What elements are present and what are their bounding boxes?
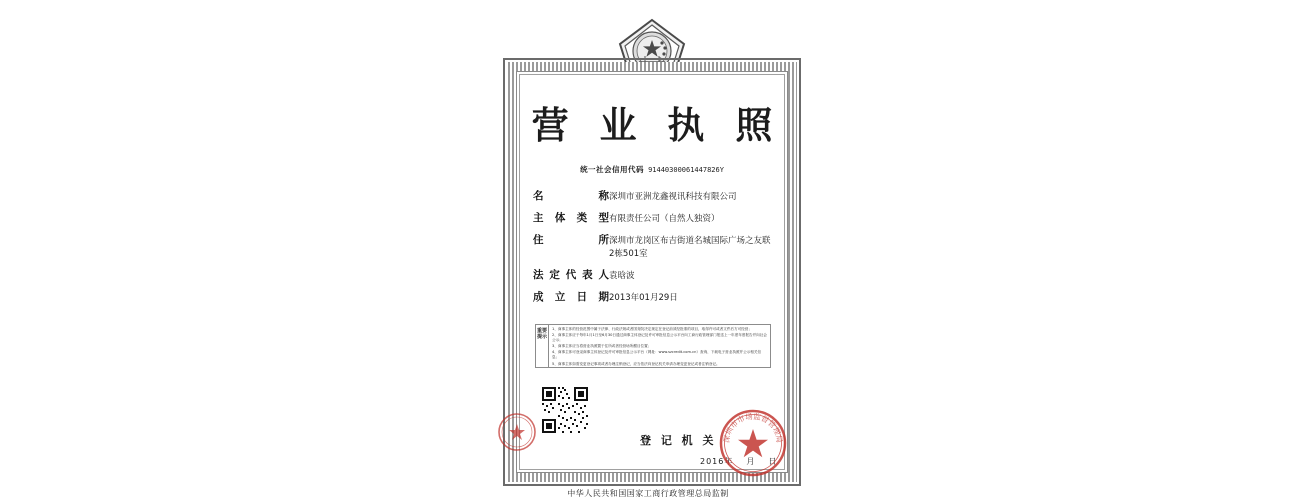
notice-line-4: 4、商事主体可登录商事主体登记及许可审批信息公示平台（网址：www.szcredit.com.cn）查询、下载电子营业执照并公示相关信息； bbox=[552, 350, 762, 360]
field-value-entity-type-line1: 有限责任公司（自然人独资） bbox=[609, 214, 720, 224]
notice-line-5: 5、商事主体如需变更登记事项或者办理注销登记，应当依法向登记机关申请办理变更登记或者注销登记。 bbox=[552, 361, 720, 366]
field-label-legal-representative: 法定代表人 bbox=[533, 269, 609, 281]
partial-seal-icon bbox=[497, 412, 537, 452]
credit-code-row bbox=[497, 164, 807, 175]
qr-code-icon bbox=[540, 385, 590, 435]
notice-line-3: 3、商事主体应当将营业执照置于住所或者经营场所醒目位置； bbox=[552, 344, 652, 349]
field-row-establish-date bbox=[533, 291, 773, 305]
notice-line-1: 1、商事主体的经营范围中属于法律、行政法规或者国务院决定规定在登记前须经批准的项目，取得许可或者文件后方可经营； bbox=[552, 327, 752, 331]
field-row-address bbox=[533, 234, 773, 261]
document-footer: 中华人民共和国国家工商行政管理总局监制 bbox=[567, 489, 729, 498]
field-value-name-line1: 深圳市亚洲龙鑫视讯科技有限公司 bbox=[609, 192, 737, 202]
field-label-establish-date: 成立日期 bbox=[533, 291, 609, 303]
registry-date-year-suffix: 年 bbox=[724, 457, 734, 466]
field-value-address-line2: 2栋501室 bbox=[609, 249, 648, 259]
important-notice-body bbox=[549, 325, 770, 367]
field-value-legal-representative bbox=[609, 269, 773, 283]
field-row-legal-representative bbox=[533, 269, 773, 283]
field-label-name: 名称 bbox=[533, 190, 609, 202]
svg-text:深圳市市场监督管理局: 深圳市市场监督管理局 bbox=[721, 411, 785, 444]
credit-code-label: 统一社会信用代码 bbox=[580, 165, 645, 174]
field-label-address: 住所 bbox=[533, 234, 609, 246]
registry-date-month-suffix: 月 bbox=[746, 457, 756, 466]
registry-date-year: 2016 bbox=[700, 457, 725, 466]
field-label-entity-type: 主体类型 bbox=[533, 212, 609, 224]
certificate-title: 营 业 执 照 bbox=[531, 103, 782, 147]
field-row-entity-type bbox=[533, 212, 773, 226]
important-notice-box bbox=[535, 324, 771, 368]
field-value-entity-type bbox=[609, 212, 773, 226]
license-fields bbox=[533, 190, 773, 313]
field-value-address-line1: 深圳市龙岗区布吉街道名城国际广场之友联 bbox=[609, 236, 771, 246]
registry-authority-label: 登 记 机 关 bbox=[640, 434, 717, 447]
field-value-address bbox=[609, 234, 773, 261]
official-round-seal-icon bbox=[718, 408, 788, 478]
notice-line-2: 2、商事主体应于每年1月1日至6月30日通过商事主体登记及许可审批信息公示平台向工商行政管理部门报送上一年度年度报告并向社会公示； bbox=[552, 333, 767, 343]
credit-code-value: 91440300061447826Y bbox=[648, 166, 724, 174]
field-value-name bbox=[609, 190, 773, 204]
field-value-legal-representative-line1: 袁晗波 bbox=[609, 271, 635, 281]
important-notice-side-label: 重要提示 bbox=[536, 325, 549, 367]
field-row-name bbox=[533, 190, 773, 204]
field-value-establish-date-line1: 2013年01月29日 bbox=[609, 293, 678, 303]
registry-date-day-suffix: 日 bbox=[768, 457, 778, 466]
field-value-establish-date bbox=[609, 291, 773, 305]
